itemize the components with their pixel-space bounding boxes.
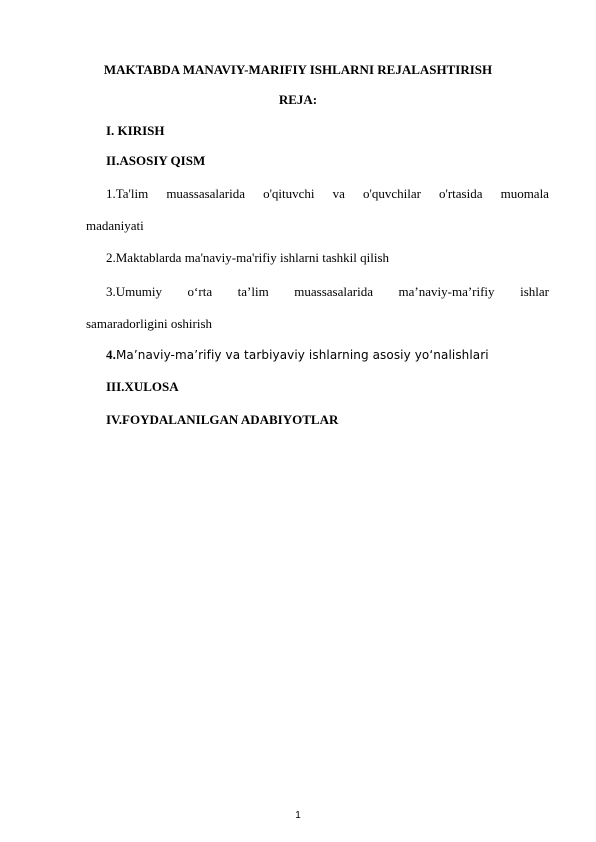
list-item-1-word: o'quvchilar	[362, 186, 421, 201]
document-title: MAKTABDA MANAVIY-MARIFIY ISHLARNI REJALASHTIRISH	[103, 62, 493, 77]
section-main: II.ASOSIY QISM	[106, 153, 206, 168]
list-item-4-text: Ma’naviy-ma’rifiy va tarbiyaviy ishlarning asosiy yo‘nalishlari	[115, 348, 489, 362]
list-item-4-number: 4.	[106, 347, 116, 362]
list-item-4	[106, 347, 489, 363]
plan-heading: REJA:	[278, 92, 318, 107]
list-item-1-word: o'qituvchi	[263, 186, 315, 201]
list-item-3-word: 3.Umumiy	[106, 284, 162, 299]
list-item-3	[106, 284, 549, 300]
list-item-1-word: muassasalarida	[166, 186, 246, 201]
list-item-3-word: muassasalarida	[294, 284, 373, 299]
list-item-3-continuation: samaradorligini oshirish	[86, 316, 213, 331]
list-item-1-word: 1.Ta'lim	[106, 186, 149, 201]
list-item-3-word: o‘rta	[187, 284, 213, 299]
list-item-3-word: ta’lim	[237, 284, 269, 299]
list-item-1-continuation: madaniyati	[86, 218, 144, 233]
list-item-3-word: ishlar	[520, 284, 549, 299]
list-item-1	[106, 186, 549, 202]
section-conclusion: III.XULOSA	[106, 379, 179, 394]
list-item-3-word: ma’naviy-ma’rifiy	[398, 284, 495, 299]
section-intro: I. KIRISH	[106, 123, 165, 138]
list-item-1-word: o'rtasida	[439, 186, 483, 201]
list-item-1-word: va	[332, 186, 345, 201]
section-references: IV.FOYDALANILGAN ADABIYOTLAR	[106, 412, 339, 427]
page-number: 1	[295, 810, 301, 821]
list-item-2: 2.Maktablarda ma'naviy-ma'rifiy ishlarni tashkil qilish	[106, 250, 390, 265]
list-item-1-word: muomala	[500, 186, 549, 201]
